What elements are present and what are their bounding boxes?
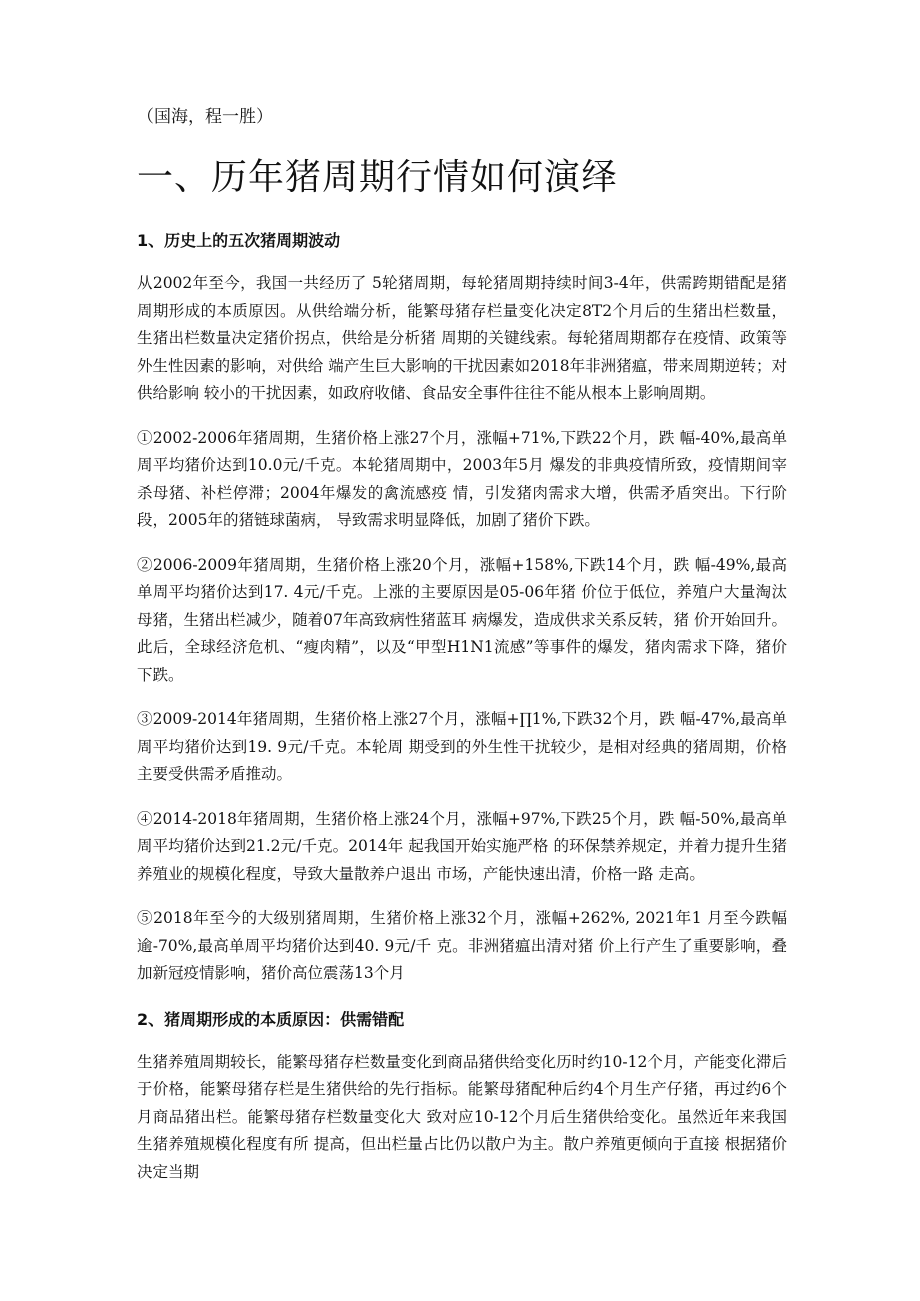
paragraph: ②2006-2009年猪周期，生猪价格上涨20个月，涨幅+158%,下跌14个月，跌 幅-49%,最高单周平均猪价达到17. 4元/千克。上涨的主要原因是05-06年猪 价位于低位，养殖户大量淘汰母猪，生猪出栏减少，随着07年高致病性猪蓝耳 病爆发，造成供求关系反转，猪 价开始回升。此后，全球经济危机、“瘦肉精”，以及“甲型H1N1流感”等事件的爆发，猪肉需求下降，猪价下跌。 xyxy=(137,555,787,684)
section-2 xyxy=(137,1005,787,1187)
document-body xyxy=(137,102,787,1203)
paragraph: ③2009-2014年猪周期，生猪价格上涨27个月，涨幅+∏1%,下跌32个月，跌 幅-47%,最高单周平均猪价达到19. 9元/千克。本轮周 期受到的外生性干扰较少，是相对经典的猪周期，价格主要受供需矛盾推动。 xyxy=(137,710,787,783)
section-1 xyxy=(137,226,787,988)
paragraph: ⑤2018年至今的大级别猪周期，生猪价格上涨32个月，涨幅+262%, 2021年1 月至今跌幅逾-70%,最高单周平均猪价达到40. 9元/千 克。非洲猪瘟出清对猪 价上行产生了重要影响，叠加新冠疫情影响，猪价高位震荡13个月 xyxy=(137,909,787,982)
paragraph: ①2002-2006年猪周期，生猪价格上涨27个月，涨幅+71%,下跌22个月，跌 幅-40%,最高单周平均猪价达到10.0元/千克。本轮猪周期中，2003年5月 爆发的非典疫情所致，疫情期间宰杀母猪、补栏停滞；2004年爆发的禽流感疫 情，引发猪肉需求大增，供需矛盾突出。下行阶段，2005年的猪链球菌病， 导致需求明显降低，加剧了猪价下跌。 xyxy=(137,428,787,529)
paragraph: 从2002年至今，我国一共经历了 5轮猪周期，每轮猪周期持续时间3-4年，供需跨期错配是猪周期形成的本质原因。从供给端分析，能繁母猪存栏量变化决定8T2个月后的生猪出栏数量，生猪出栏数量决定猪价拐点，供给是分析猪 周期的关键线索。每轮猪周期都存在疫情、政策等外生性因素的影响，对供给 端产生巨大影响的干扰因素如2018年非洲猪瘟，带来周期逆转；对供给影响 较小的干扰因素，如政府收储、食品安全事件往往不能从根本上影响周期。 xyxy=(137,274,787,402)
section-heading: 1、历史上的五次猪周期波动 xyxy=(137,231,341,250)
section-heading: 2、猪周期形成的本质原因：供需错配 xyxy=(137,1009,405,1029)
paragraph: ④2014-2018年猪周期，生猪价格上涨24个月，涨幅+97%,下跌25个月，跌 幅-50%,最高单周平均猪价达到21.2元/千克。2014年 起我国开始实施严格 的环保禁养规定，并着力提升生猪养殖业的规模化程度，导致大量散养户退出 市场，产能快速出清，价格一路 走高。 xyxy=(137,809,787,883)
paragraph: 生猪养殖周期较长，能繁母猪存栏数量变化到商品猪供给变化历时约10-12个月，产能变化滞后于价格，能繁母猪存栏是生猪供给的先行指标。能繁母猪配种后约4个月生产仔猪，再过约6个月商品猪出栏。能繁母猪存栏数量变化大 致对应10-12个月后生猪供给变化。虽然近年来我国生猪养殖规模化程度有所 提高，但出栏量占比仍以散户为主。散户养殖更倾向于直接 根据猪价决定当期 xyxy=(137,1052,787,1181)
source-attribution: （国海，程一胜） xyxy=(137,107,273,127)
page-title: 一、历年猪周期行情如何演绎 xyxy=(137,157,619,198)
